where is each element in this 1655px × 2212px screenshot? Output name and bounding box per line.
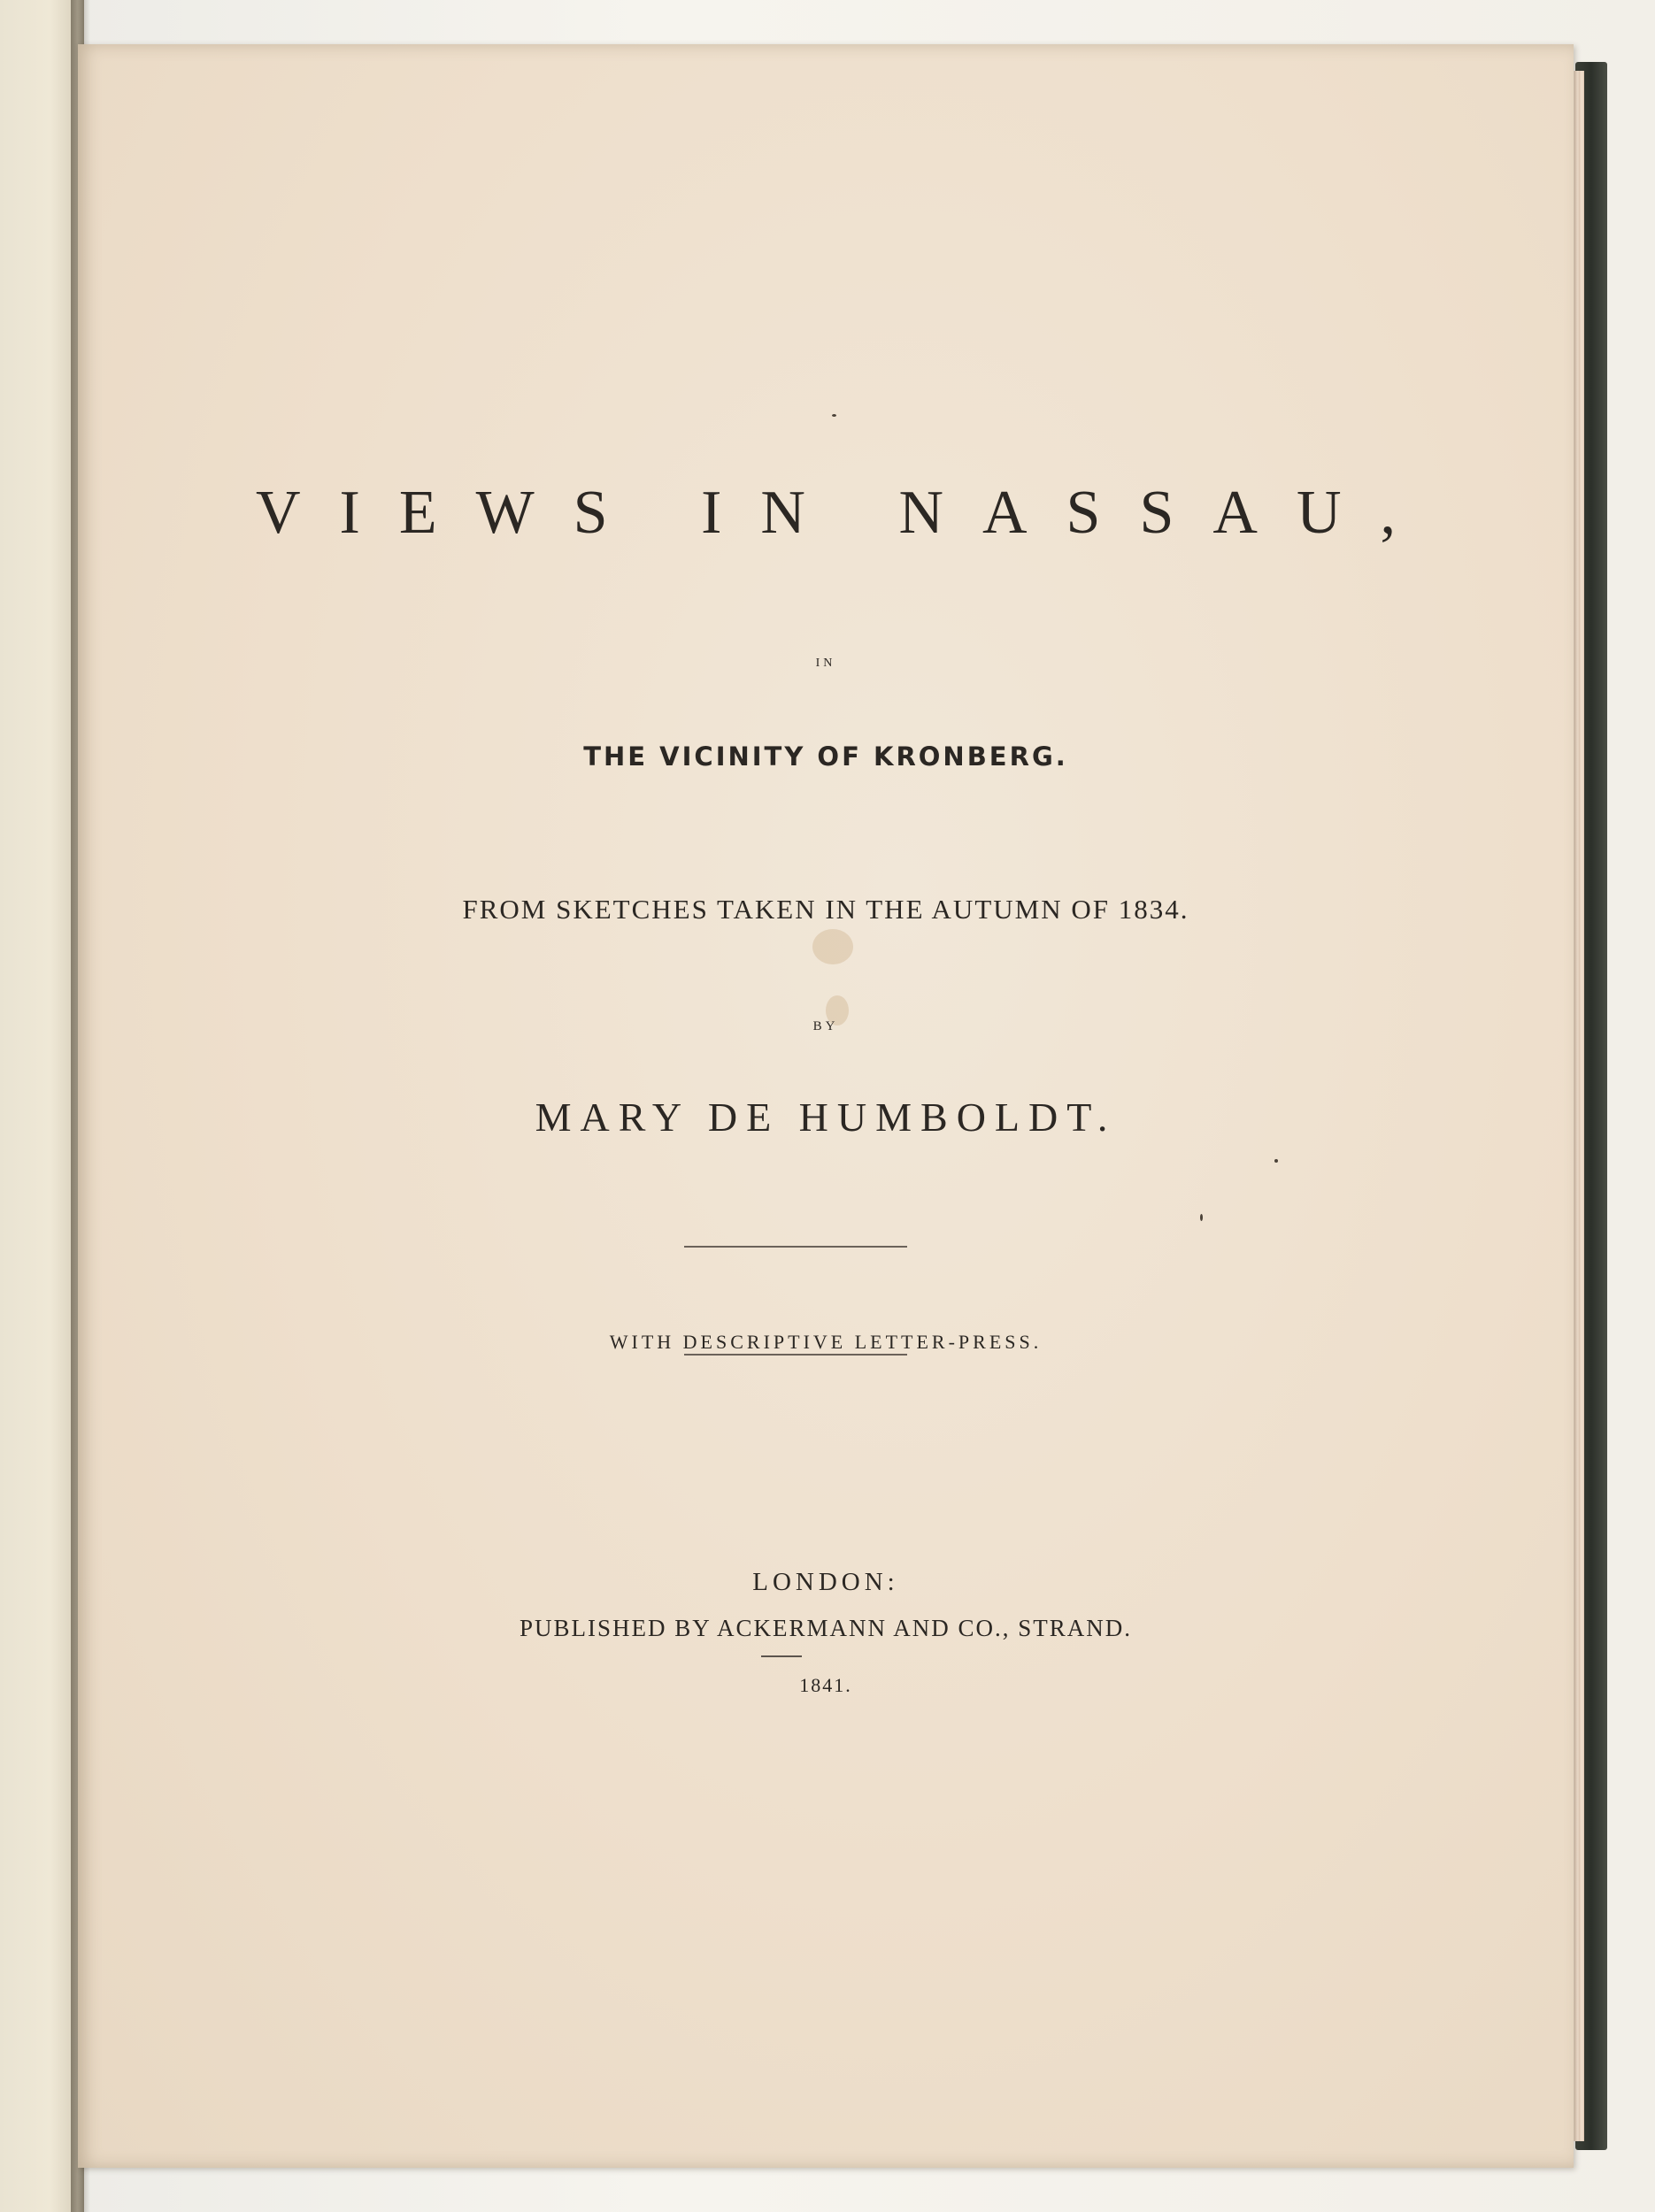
paper-speck — [832, 414, 836, 417]
letterpress-note: WITH DESCRIPTIVE LETTER-PRESS. — [609, 1331, 1043, 1353]
in-word: IN — [815, 657, 836, 670]
divider-rule-short — [761, 1655, 802, 1657]
title-page — [78, 44, 1574, 2168]
paper-speck — [1274, 1159, 1278, 1163]
imprint-year: 1841. — [799, 1674, 852, 1696]
book-title: VIEWS IN NASSAU, — [255, 479, 1436, 547]
paper-speck — [1200, 1214, 1203, 1221]
foxing-stain — [812, 929, 853, 964]
by-word: BY — [812, 1019, 839, 1033]
subtitle-vicinity: THE VICINITY OF KRONBERG. — [583, 741, 1068, 772]
divider-rule-bottom — [684, 1354, 907, 1356]
subtitle-from-sketches: FROM SKETCHES TAKEN IN THE AUTUMN OF 1834. — [462, 894, 1189, 925]
imprint-publisher: PUBLISHED BY ACKERMANN AND CO., STRAND. — [519, 1615, 1133, 1641]
divider-rule-top — [684, 1246, 907, 1248]
author-name: MARY DE HUMBOLDT. — [535, 1094, 1117, 1140]
imprint-city: LONDON: — [752, 1568, 899, 1596]
